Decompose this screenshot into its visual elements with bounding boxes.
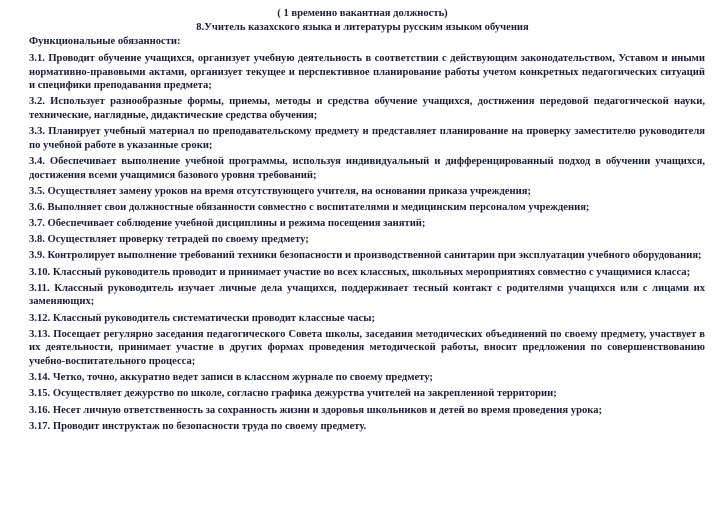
position-title: 8.Учитель казахского языка и литературы русским языком обучения bbox=[196, 22, 529, 33]
duty-item-3-17: 3.17. Проводит инструктаж по безопасности труда по своему предмету. bbox=[29, 420, 367, 432]
duty-item-3-6: 3.6. Выполняет свои должностные обязанности совместно с воспитателями и медицинским персоналом учреждения; bbox=[29, 201, 590, 213]
duty-item-3-5: 3.5. Осуществляет замену уроков на время отсутствующего учителя, на основании приказа учреждения; bbox=[29, 185, 531, 197]
duty-item-3-4: 3.4. Обеспечивает выполнение учебной программы, используя индивидуальный и дифференцированный подход в обучении учащихся, достижения всеми учащимися базового уровня требований; bbox=[29, 155, 705, 181]
duty-item-3-12: 3.12. Классный руководитель систематически проводит классные часы; bbox=[29, 312, 376, 324]
duty-item-3-2: 3.2. Использует разнообразные формы, приемы, методы и средства обучение учащихся, достижения передовой педагогической науки, технические, наглядные, дидактические средства обучения; bbox=[29, 96, 705, 121]
duty-item-3-3: 3.3. Планирует учебный материал по преподавательскому предмету и представляет планирование на проверку заместителю руководителя по учебной работе в указанные сроки; bbox=[29, 126, 705, 151]
section-label: Функциональные обязанности: bbox=[29, 36, 181, 47]
duty-item-3-9: 3.9. Контролирует выполнение требований техники безопасности и производственной санитарии при эксплуатации учебного оборудования; bbox=[29, 250, 702, 262]
duty-item-3-7: 3.7. Обеспечивает соблюдение учебной дисциплины и режима посещения занятий; bbox=[29, 218, 426, 230]
duty-item-3-10: 3.10. Классный руководитель проводит и принимает участие во всех классных, школьных мероприятиях совместно с учащимися класса; bbox=[29, 266, 691, 278]
duty-item-3-15: 3.15. Осуществляет дежурство по школе, согласно графика дежурства учителей на закрепленной территории; bbox=[29, 388, 557, 400]
duty-item-3-8: 3.8. Осуществляет проверку тетрадей по своему предмету; bbox=[29, 234, 309, 246]
duty-item-3-16: 3.16. Несет личную ответственность за сохранность жизни и здоровья школьников и детей во время проведения урока; bbox=[29, 404, 603, 416]
vacancy-note: ( 1 временно вакантная должность) bbox=[277, 8, 448, 19]
duty-item-3-14: 3.14. Четко, точно, аккуратно ведет записи в классном журнале по своему предмету; bbox=[29, 372, 433, 384]
duty-item-3-11: 3.11. Классный руководитель изучает личные дела учащихся, поддерживает тесный контакт с родителями учащихся или с лицами их заменяющих; bbox=[29, 282, 705, 308]
duty-item-3-1: 3.1. Проводит обучение учащихся, организует учебную деятельность в соответствии с действующим законодательством, Уставом и иными нормативно-правовыми актами, организует текущее и перспективное планирование работы учетом конкретных педагогических ситуаций и специфики преподавания предмета; bbox=[29, 53, 705, 92]
duties-list bbox=[29, 52, 705, 436]
duty-item-3-13: 3.13. Посещает регулярно заседания педагогического Совета школы, заседания методических объединений по своему предмету, участвует в их деятельности, принимает участие в других формах проведения методической работы, вносит предложения по совершенствованию учебно-воспитательного процесса; bbox=[29, 328, 705, 367]
